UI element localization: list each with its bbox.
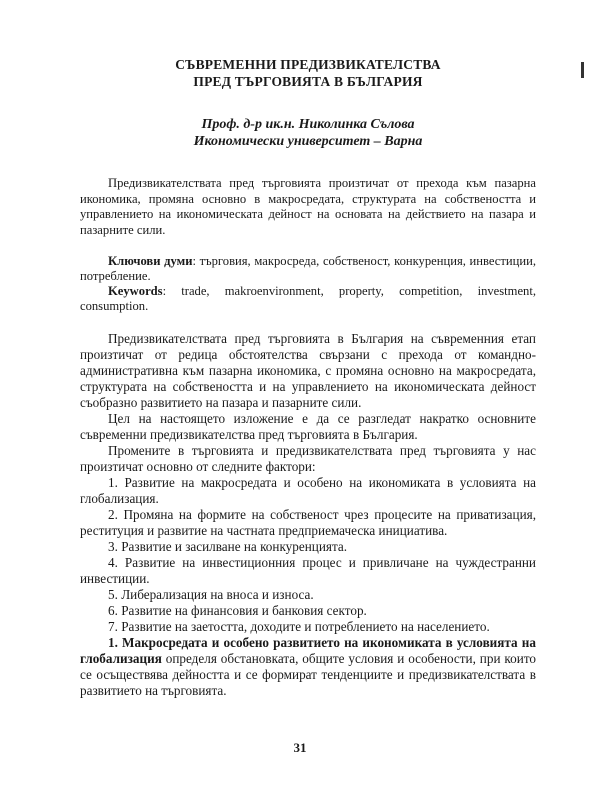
factor-list-item: 4. Развитие на инвестиционния процес и привличане на чуждестранни инвестиции.: [80, 555, 536, 586]
author-affiliation: Икономически университет – Варна: [193, 134, 423, 149]
keywords-bg-text: : търговия, макросреда, собственост, конкуренция, инвестиции, потребление.: [80, 254, 536, 283]
section-text: определя обстановката, общите условия и особености, при които се осъществява дейността и се формират тенденциите и предизвикателствата в развитието на търговията.: [80, 651, 536, 698]
factor-list-item: 2. Промяна на формите на собственост чрез процесите на приватизация, реституция и развитие на частната предприемаческа инициатива.: [80, 507, 536, 538]
factor-list-item: 7. Развитие на заетостта, доходите и потреблението на населението.: [108, 619, 490, 634]
factor-list-item: 6. Развитие на финансовия и банковия сектор.: [108, 603, 367, 618]
keywords-bg: [80, 254, 536, 284]
section-heading: 1. Макросредата и особено развитието на икономиката в условията на глобализация: [80, 635, 536, 666]
body-paragraph: Цел на настоящето изложение е да се разгледат накратко основните съвременни предизвикателства пред търговията в България.: [80, 411, 536, 442]
keywords-en-text: : trade, makroenvironment, property, competition, investment, consumption.: [80, 284, 536, 313]
author-name: Проф. д-р ик.н. Николинка Сълова: [201, 117, 415, 132]
abstract: Предизвикателствата пред търговията произтичат от прехода към пазарна икономика, промяна основно в макросредата, структурата на собствеността и управлението на икономическата дейност на основата на действието на пазара и пазарните сили.: [80, 176, 536, 237]
paper-title-line2: ПРЕД ТЪРГОВИЯТА В БЪЛГАРИЯ: [193, 74, 423, 89]
factor-list-item: 3. Развитие и засилване на конкуренцията.: [108, 539, 348, 554]
margin-mark: [581, 62, 584, 78]
factor-list-item: 1. Развитие на макросредата и особено на икономиката в условията на глобализация.: [80, 475, 536, 506]
page-number: 31: [293, 740, 307, 755]
keywords-en-label: Keywords: [108, 284, 163, 298]
body-paragraph: Предизвикателствата пред търговията в България на съвременния етап произтичат от редица обстоятелства свързани с прехода от командно-административна към пазарна икономика, с промяна основно на макросредата, структурата на собствеността и на управлението на икономическата дейност съобразно развитието на пазара и пазарните сили.: [80, 331, 536, 410]
keywords-en: [80, 284, 536, 314]
paper-title-line1: СЪВРЕМЕННИ ПРЕДИЗВИКАТЕЛСТВА: [175, 57, 441, 72]
factor-list-item: 5. Либерализация на вноса и износа.: [108, 587, 314, 602]
keywords-bg-label: Ключови думи: [108, 254, 193, 268]
body-paragraph: Промените в търговията и предизвикателствата пред търговията у нас произтичат основно от следните фактори:: [80, 443, 536, 474]
section-paragraph: [80, 635, 536, 699]
